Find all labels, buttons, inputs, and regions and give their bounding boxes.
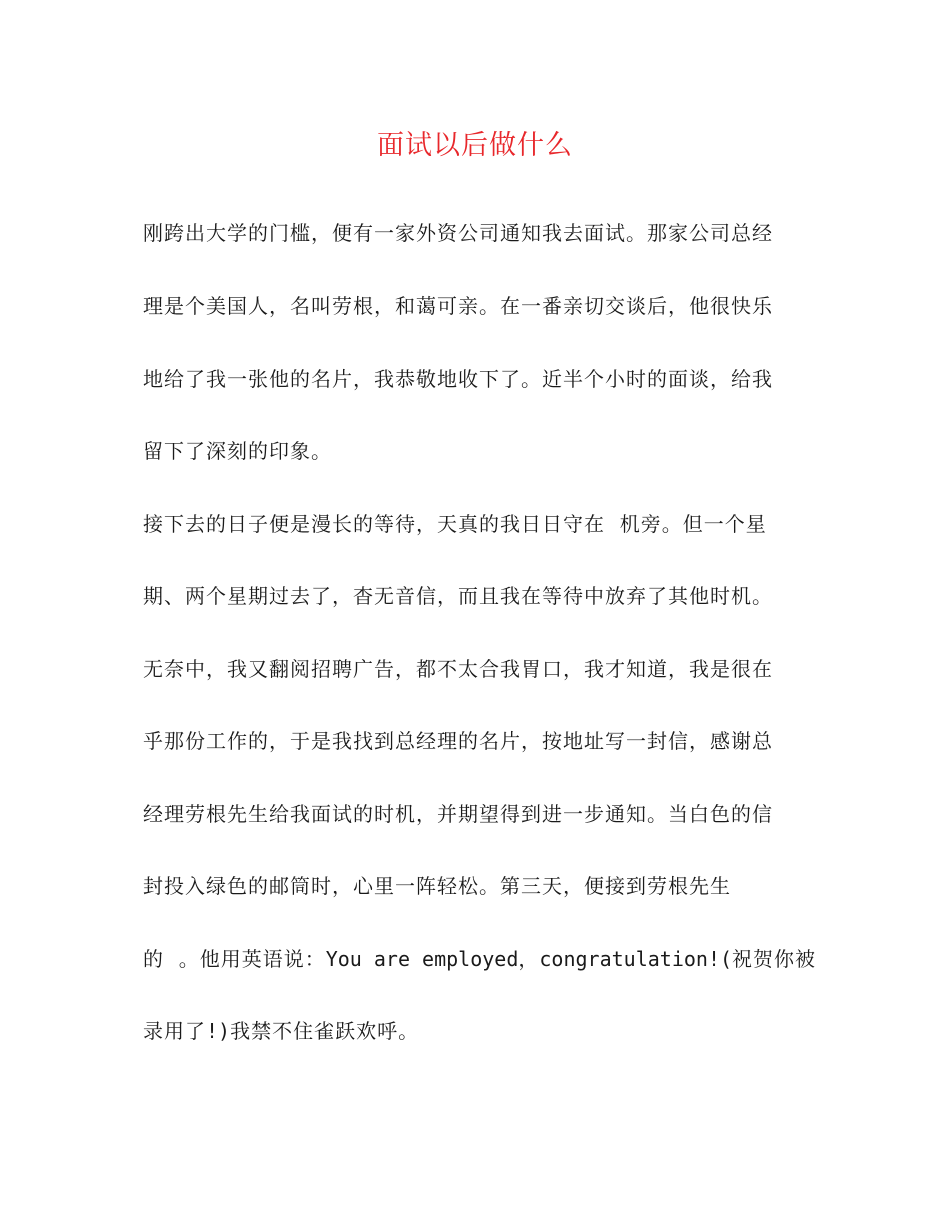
english-text: You are employed xyxy=(325,947,519,971)
paragraph-line: 期、两个星期过去了，杳无音信，而且我在等待中放弃了其他时机。 xyxy=(143,584,773,608)
paragraph-line: 无奈中，我又翻阅招聘广告，都不太合我胃口，我才知道，我是很在 xyxy=(143,657,773,681)
line-text: 祝贺你被 xyxy=(732,947,817,971)
line-text: 录用了 xyxy=(143,1019,206,1043)
paragraph-line: 封投入绿色的邮筒时，心里一阵轻松。第三天，便接到劳根先生 xyxy=(143,874,731,898)
paragraph-line-mixed xyxy=(143,1011,843,1051)
paragraph-line: 地给了我一张他的名片，我恭敬地收下了。近半个小时的面谈，给我 xyxy=(143,367,773,391)
english-text: !) xyxy=(206,1019,231,1043)
paragraph-line: 接下去的日子便是漫长的等待，天真的我日日守在 机旁。但一个星 xyxy=(143,512,767,536)
line-text: 的 。他用英语说： xyxy=(143,947,326,971)
paragraph-line: 刚跨出大学的门槛，便有一家外资公司通知我去面试。那家公司总经 xyxy=(143,221,773,245)
line-text: ， xyxy=(518,947,540,971)
paragraph-line: 乎那份工作的，于是我找到总经理的名片，按地址写一封信，感谢总 xyxy=(143,729,773,753)
paragraph-line: 经理劳根先生给我面试的时机，并期望得到进一步通知。当白色的信 xyxy=(143,802,773,826)
paragraph-line: 留下了深刻的印象。 xyxy=(143,439,332,463)
document-title: 面试以后做什么 xyxy=(377,130,573,161)
line-text: 我禁不住雀跃欢呼。 xyxy=(230,1019,420,1043)
paragraph-line: 理是个美国人，名叫劳根，和蔼可亲。在一番亲切交谈后，他很快乐 xyxy=(143,294,773,318)
english-text: congratulation!( xyxy=(539,947,733,971)
paragraph-line-mixed xyxy=(143,939,843,979)
